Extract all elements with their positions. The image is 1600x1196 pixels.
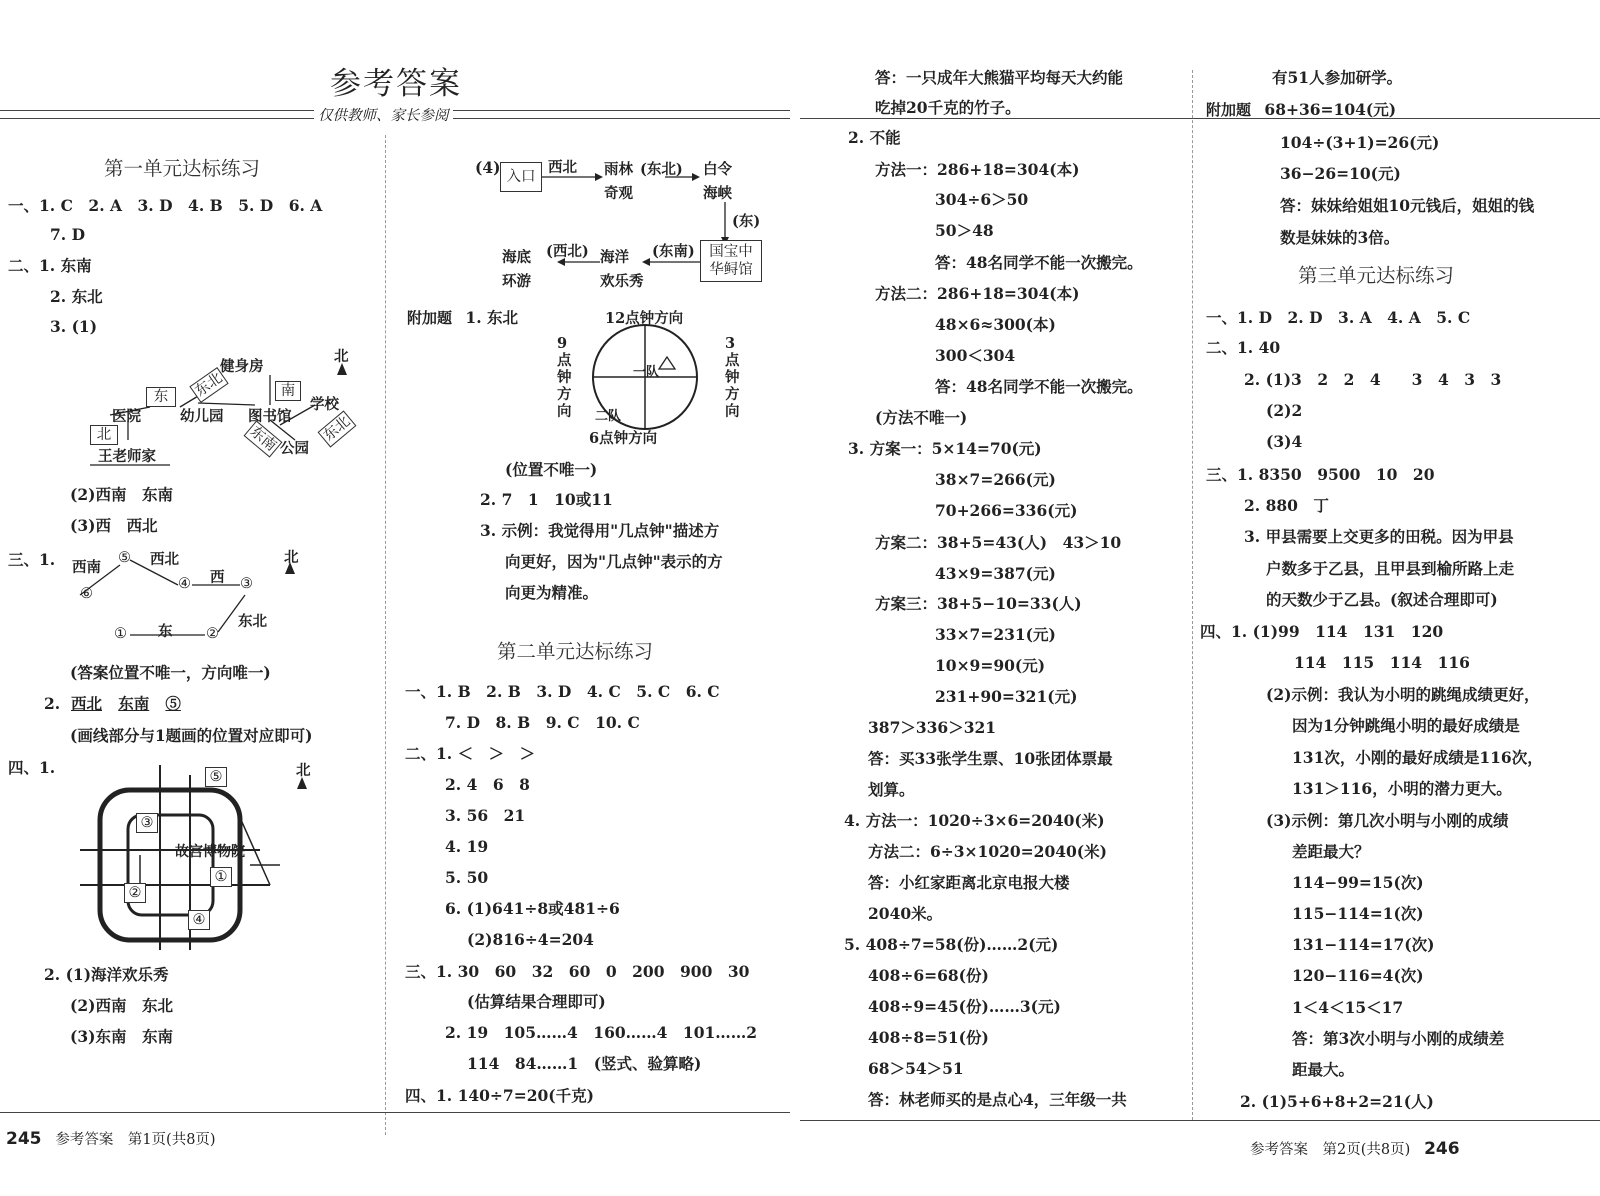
answer-line: 33×7=231(元)	[935, 625, 1056, 644]
right-page	[800, 0, 1600, 1196]
library-label: 图书馆	[248, 408, 292, 425]
answer-line: 114 115 114 116	[1294, 653, 1470, 672]
column-1	[0, 0, 385, 1150]
answer-line: 向更为精准。	[505, 583, 599, 602]
flow-direction: 西北	[548, 159, 577, 176]
answer-line: 划算。	[868, 780, 915, 799]
clock-label-bottom: 6点钟方向	[589, 430, 658, 447]
clock-label-top: 12点钟方向	[605, 310, 684, 327]
answer-line: 3. 示例：我觉得用"几点钟"描述方	[480, 521, 720, 540]
bonus-line	[407, 308, 518, 328]
flow-direction: (东北)	[640, 161, 683, 178]
answer-line: 有51人参加研学。	[1272, 68, 1403, 87]
answer-line: 差距最大？	[1292, 842, 1370, 861]
kindergarten-label: 幼儿园	[180, 408, 224, 425]
answer-line: 一、1. C 2. A 3. D 4. B 5. D 6. A	[8, 196, 323, 215]
answer-line: 二、1. 40	[1206, 338, 1281, 357]
answer-line: 2. (1)3 2 2 4 3 4 3 3	[1244, 370, 1502, 389]
answer-line: (画线部分与1题画的位置对应即可)	[70, 726, 313, 745]
answer-line: 因为1分钟跳绳小明的最好成绩是	[1292, 716, 1520, 735]
direction-label: 西	[210, 569, 225, 586]
flow-node-line: 国宝中	[709, 244, 753, 260]
point-label: ④	[178, 576, 191, 592]
answer-line: 6. (1)641÷8或481÷6	[445, 899, 620, 918]
answer-line: 方法一：286+18=304(本)	[875, 160, 1080, 179]
answer-line: (2)西南 东南	[70, 485, 173, 504]
answer-line: 300＜304	[935, 346, 1016, 365]
direction-box: 东北	[318, 410, 357, 447]
direction-diagram-1	[80, 345, 370, 470]
answer-line: 二、1. ＜ ＞ ＞	[405, 744, 536, 763]
answer-line	[44, 694, 181, 714]
flow-node-label: 海峡	[703, 185, 732, 202]
answer-line: 43×9=387(元)	[935, 564, 1056, 583]
answer-line: 答：48名同学不能一次搬完。	[935, 253, 1143, 272]
answer-line: (3)示例：第几次小明与小刚的成绩	[1266, 811, 1509, 830]
answer-line: (3)东南 东南	[70, 1027, 173, 1046]
map-marker: ③	[136, 813, 158, 833]
answer-line: (2)816÷4=204	[467, 930, 594, 949]
answer-line: 2. 东北	[50, 287, 103, 306]
direction-label: 东	[158, 623, 173, 640]
bonus-label: 附加题	[407, 309, 453, 327]
school-label: 学校	[310, 396, 339, 413]
answer-line: 答：妹妹给姐姐10元钱后，姐姐的钱	[1280, 196, 1535, 215]
answer-line: 408÷9=45(份)……3(元)	[868, 997, 1061, 1016]
answer-line: 5. 50	[445, 868, 489, 887]
gym-label: 健身房	[220, 358, 264, 375]
flow-node-panda	[700, 240, 762, 282]
flow-node-entrance: 入口	[500, 162, 542, 192]
answer-line: 231+90=321(元)	[935, 687, 1078, 706]
flow-direction: (西北)	[546, 243, 589, 260]
page-subtitle: 仅供教师、家长参阅	[314, 104, 453, 125]
column-divider	[1192, 70, 1193, 1120]
answer-line: 387＞336＞321	[868, 718, 997, 737]
answer-line: 131次，小刚的最好成绩是116次，	[1292, 748, 1543, 767]
page-number: 245	[6, 1129, 42, 1149]
answer-line: (2)2	[1266, 401, 1303, 420]
answer-line: 答：小红家距离北京电报大楼	[868, 873, 1070, 892]
flow-node-label: 奇观	[604, 185, 633, 202]
page-title: 参考答案	[330, 66, 462, 102]
answer-line: 数是妹妹的3倍。	[1280, 228, 1400, 247]
page-number: 246	[1424, 1139, 1460, 1159]
answer-line: 7. D	[50, 225, 86, 244]
answer-line: 408÷8=51(份)	[868, 1028, 989, 1047]
answer-line: 2. (1)5+6+8+2=21(人)	[1240, 1092, 1434, 1111]
museum-map	[80, 755, 320, 955]
answer-line: 38×7=266(元)	[935, 470, 1056, 489]
answer-line: 1＜4＜15＜17	[1292, 998, 1404, 1017]
answer-line: 答：林老师买的是点心4，三年级一共	[868, 1090, 1127, 1109]
question-number: (4)	[475, 158, 501, 177]
flow-node-line: 华鲟馆	[709, 262, 753, 278]
teacher-home-label: 王老师家	[98, 448, 156, 465]
section-title-unit3: 第三单元达标练习	[1298, 264, 1455, 287]
answer-line: 四、1. 140÷7=20(千克)	[405, 1086, 594, 1105]
answer-line: (方法不唯一)	[875, 408, 968, 427]
answer-line: 3. 56 21	[445, 806, 526, 825]
point-label: ②	[206, 626, 219, 642]
answer-line: 70+266=336(元)	[935, 501, 1078, 520]
answer-line: 3. 甲县需要上交更多的田税。因为甲县	[1244, 527, 1514, 546]
clock-diagram	[555, 305, 755, 450]
flow-node-label: 海洋	[600, 249, 629, 266]
answer-line: 4. 方法一：1020÷3×6=2040(米)	[844, 811, 1105, 830]
flow-node-label: 环游	[502, 273, 531, 290]
answer-line: (位置不唯一)	[505, 460, 598, 479]
answer-line: (估算结果合理即可)	[467, 992, 606, 1011]
map-marker: ②	[124, 883, 146, 903]
answer-line: 答：48名同学不能一次搬完。	[935, 377, 1143, 396]
answer-line: 4. 19	[445, 837, 489, 856]
answer-line: 2. 7 1 10或11	[480, 490, 613, 509]
north-label: 北	[296, 762, 311, 779]
museum-label: 故宫博物院	[175, 844, 245, 860]
north-label: 北	[334, 348, 349, 365]
clock-label-left: 9点钟方向	[557, 335, 572, 420]
point-label: ⑥	[80, 586, 93, 602]
underlined-answer: 西北	[70, 694, 102, 713]
answer-line: 四、1.	[8, 758, 56, 777]
team-one-label: 一队	[633, 365, 660, 380]
answer-line: (2)示例：我认为小明的跳绳成绩更好，	[1266, 685, 1540, 704]
answer-line: 2. 19 105……4 160……4 101……2	[445, 1023, 758, 1042]
route-flow-diagram	[500, 152, 770, 297]
answer-line: 2. 不能	[848, 128, 901, 147]
answer-line: 131＞116，小明的潜力更大。	[1292, 779, 1512, 798]
column-divider	[385, 135, 386, 1135]
flow-direction: (东)	[732, 213, 761, 230]
direction-box: 北	[90, 425, 118, 445]
answer-line: 向更好，因为"几点钟"表示的方	[505, 552, 723, 571]
answer-line: 7. D 8. B 9. C 10. C	[445, 713, 640, 732]
direction-label: 西南	[72, 559, 101, 576]
park-label: 公园	[280, 440, 309, 457]
answer-line: 三、1.	[8, 550, 56, 569]
flow-node-label: 雨林	[604, 161, 633, 178]
left-footer	[6, 1128, 216, 1149]
left-page	[0, 0, 790, 1196]
direction-label: 东北	[238, 613, 267, 630]
map-marker: ①	[210, 867, 232, 887]
answer-line: 10×9=90(元)	[935, 656, 1046, 675]
answer-line: 131−114=17(次)	[1292, 935, 1435, 954]
answer-line: 方法二：6÷3×1020=2040(米)	[868, 842, 1107, 861]
answer-line: 一、1. D 2. D 3. A 4. A 5. C	[1206, 308, 1471, 327]
answer-line: 三、1. 30 60 32 60 0 200 900 30	[405, 962, 750, 981]
answer-line: 2. 880 丁	[1244, 496, 1329, 515]
direction-box: 东	[146, 387, 176, 407]
footer-rule	[800, 1120, 1600, 1121]
answer-line: 68＞54＞51	[868, 1059, 964, 1078]
bonus-answer: 68+36=104(元)	[1264, 100, 1397, 119]
answer-line: 2. (1)海洋欢乐秀	[44, 965, 169, 984]
direction-box: 南	[275, 381, 301, 401]
answer-line: 四、1. (1)99 114 131 120	[1200, 622, 1444, 641]
flow-node-label: 欢乐秀	[600, 273, 644, 290]
answer-line: 36−26=10(元)	[1280, 164, 1401, 183]
answer-line: 48×6≈300(本)	[935, 315, 1056, 334]
hospital-label: 医院	[112, 408, 141, 425]
answer-line: 一、1. B 2. B 3. D 4. C 5. C 6. C	[405, 682, 720, 701]
flow-direction: (东南)	[652, 243, 695, 260]
direction-diagram-2	[60, 540, 320, 650]
map-marker: ⑤	[205, 767, 227, 787]
answer-line: 答：买33张学生票、10张团体票最	[868, 749, 1113, 768]
team-two-label: 二队	[595, 409, 622, 424]
answer-line: (答案位置不唯一，方向唯一)	[70, 663, 271, 682]
footer-rule	[0, 1112, 790, 1113]
answer-line: 3. 方案一：5×14=70(元)	[848, 439, 1042, 458]
answer-line: 5. 408÷7=58(份)……2(元)	[844, 935, 1059, 954]
footer-text: 参考答案 第1页(共8页)	[55, 1132, 216, 1148]
clock-label-right: 3点钟方向	[725, 335, 740, 420]
answer-line: 答：第3次小明与小刚的成绩差	[1292, 1029, 1505, 1048]
answer-line: 吃掉20千克的竹子。	[875, 98, 1021, 117]
flow-node-label: 海底	[502, 249, 531, 266]
footer-text: 参考答案 第2页(共8页)	[1250, 1142, 1411, 1158]
point-label: ①	[114, 626, 127, 642]
answer-line: (3)4	[1266, 432, 1303, 451]
answer-line: 115−114=1(次)	[1292, 904, 1424, 923]
direction-label: 西北	[150, 551, 179, 568]
point-label: ⑤	[118, 550, 131, 566]
answer-line: 104÷(3+1)=26(元)	[1280, 133, 1440, 152]
underlined-answer: 东南	[118, 694, 150, 713]
north-label: 北	[284, 549, 299, 566]
answer-line: 的天数少于乙县。(叙述合理即可)	[1266, 590, 1498, 609]
flow-node-label: 白令	[703, 161, 732, 178]
triangle-icon	[659, 357, 675, 369]
map-marker: ④	[188, 910, 210, 930]
underlined-answer: ⑤	[165, 694, 181, 713]
answer-line: 408÷6=68(份)	[868, 966, 989, 985]
answer-line: 114 84……1 (竖式、验算略)	[467, 1054, 702, 1073]
answer-line: 二、1. 东南	[8, 256, 92, 275]
answer-line: 答：一只成年大熊猫平均每天大约能	[875, 68, 1124, 87]
column-3	[800, 0, 1190, 1150]
bonus-line	[1206, 100, 1396, 120]
bonus-label: 附加题	[1206, 101, 1252, 119]
section-title-unit2: 第二单元达标练习	[497, 640, 654, 663]
answer-line: 304÷6＞50	[935, 190, 1029, 209]
answer-number: 2.	[44, 694, 61, 713]
answer-line: (3)西 西北	[70, 516, 158, 535]
section-title-unit1: 第一单元达标练习	[104, 157, 261, 180]
answer-line: 3. (1)	[50, 317, 98, 336]
answer-line: 2. 4 6 8	[445, 775, 530, 794]
answer-line: 户数多于乙县，且甲县到榆所路上走	[1266, 559, 1515, 578]
answer-line: 方案三：38+5−10=33(人)	[875, 594, 1082, 613]
right-footer	[1250, 1138, 1460, 1159]
direction-box: 东北	[189, 367, 228, 403]
direction-box: 东南	[244, 420, 283, 457]
answer-line: 50＞48	[935, 221, 994, 240]
bonus-answer: 1. 东北	[465, 308, 518, 327]
answer-line: 120−116=4(次)	[1292, 966, 1424, 985]
column-2	[395, 0, 780, 1150]
answer-line: 距最大。	[1292, 1060, 1355, 1079]
answer-line: 三、1. 8350 9500 10 20	[1206, 465, 1435, 484]
answer-line: 方案二：38+5=43(人) 43＞10	[875, 533, 1122, 552]
point-label: ③	[240, 576, 253, 592]
answer-line: 方法二：286+18=304(本)	[875, 284, 1080, 303]
answer-line: (2)西南 东北	[70, 996, 173, 1015]
column-4	[1200, 0, 1595, 1150]
answer-line: 114−99=15(次)	[1292, 873, 1424, 892]
answer-line: 2040米。	[868, 904, 943, 923]
